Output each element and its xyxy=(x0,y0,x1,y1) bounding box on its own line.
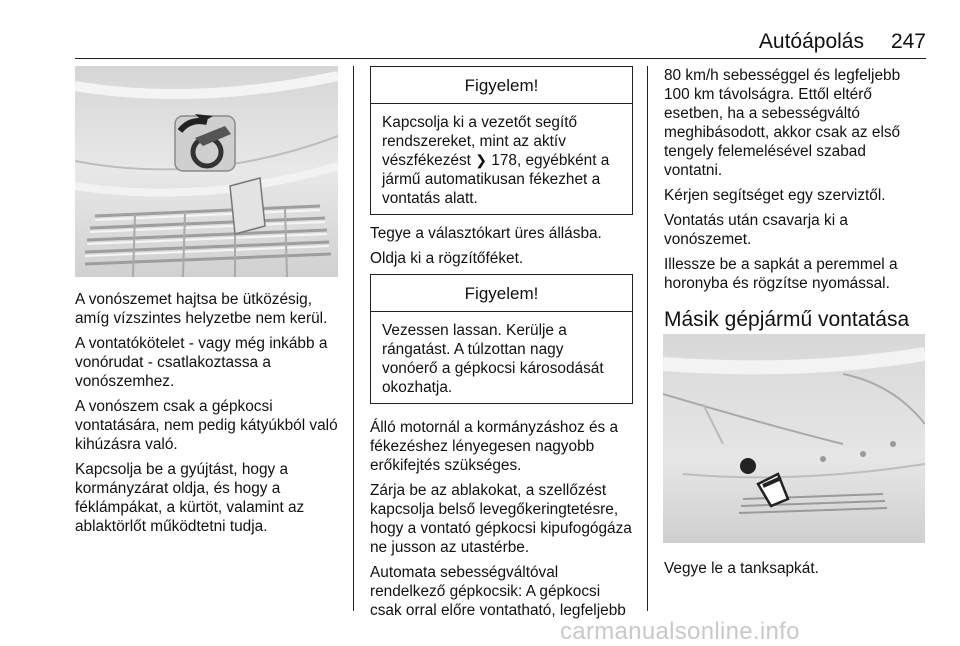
paragraph: Vontatás után csavarja ki a vonószemet. xyxy=(664,212,848,248)
header-rule xyxy=(75,58,926,59)
paragraph: Automata sebességváltóval rendelkező gépkocsik: A gépkocsi csak orral előre vontatható, legfeljebb xyxy=(370,564,626,619)
page-number: 247 xyxy=(890,30,926,53)
left-column xyxy=(75,290,343,542)
paragraph: Kérjen segítséget egy szerviztől. xyxy=(664,187,886,204)
warning-box xyxy=(370,66,633,215)
image-caption-block xyxy=(664,559,926,584)
warning-box xyxy=(370,274,633,404)
section-title: Másik gépjármű vontatása xyxy=(664,308,910,331)
paragraph: 80 km/h sebességgel és legfeljebb 100 km távolságra. Ettől eltérő esetben, ha a sebességváltó meghibásodott, akkor csak az első tengely felemelésével szabad vontatni. xyxy=(664,67,901,179)
paragraph: Tegye a választókart üres állásba. xyxy=(370,225,602,242)
middle-column xyxy=(370,66,633,626)
warning-text: Kapcsolja ki a vezetőt segítő rendszereket, mint az aktív vészfékezést xyxy=(382,114,578,169)
warning-heading: Figyelem! xyxy=(371,67,632,104)
paragraph: Zárja be az ablakokat, a szellőzést kapcsolja belső levegőkeringtetésre, hogy a vontató gépkocsi kipufogógáza ne jusson az utastérbe. xyxy=(370,482,632,556)
image-caption: Vegye le a tanksapkát. xyxy=(664,560,819,577)
page-header xyxy=(75,30,926,54)
warning-body xyxy=(371,104,632,214)
arrow-ref-icon: ❯ xyxy=(475,152,487,168)
warning-body xyxy=(371,312,632,403)
tow-eye-rear-illustration xyxy=(663,334,925,543)
watermark: carmanualsonline.info xyxy=(560,618,800,645)
right-column xyxy=(664,66,926,347)
paragraph: A vontatókötelet - vagy még inkább a vonórudat - csatlakoztassa a vonószemhez. xyxy=(75,335,328,390)
warning-text: Vezessen lassan. Kerülje a rángatást. A túlzottan nagy vonóerő a gépkocsi károsodását okozhatja. xyxy=(382,322,604,396)
warning-heading: Figyelem! xyxy=(371,275,632,312)
paragraph: Illessze be a sapkát a peremmel a horonyba és rögzítse nyomással. xyxy=(664,256,898,292)
tow-eye-front-illustration xyxy=(75,66,338,277)
column-divider-left xyxy=(353,66,354,611)
column-divider-right xyxy=(647,66,648,611)
chapter-title: Autóápolás xyxy=(758,30,864,53)
paragraph: Álló motornál a kormányzáshoz és a fékezéshez lényegesen nagyobb erőkifejtés szükséges. xyxy=(370,419,619,474)
paragraph: Kapcsolja be a gyújtást, hogy a kormányzárat oldja, és hogy a féklámpákat, a kürtöt, valamint az ablaktörlőt működtetni tudja. xyxy=(75,461,305,535)
paragraph: A vonószemet hajtsa be ütközésig, amíg vízszintes helyzetbe nem kerül. xyxy=(75,291,328,327)
paragraph: A vonószem csak a gépkocsi vontatására, nem pedig kátyúkból való kihúzásra való. xyxy=(75,398,338,453)
paragraph: Oldja ki a rögzítőféket. xyxy=(370,250,524,267)
warning-text: 178, egyébként a jármű automatikusan fékezhet a vontatás alatt. xyxy=(382,152,610,207)
